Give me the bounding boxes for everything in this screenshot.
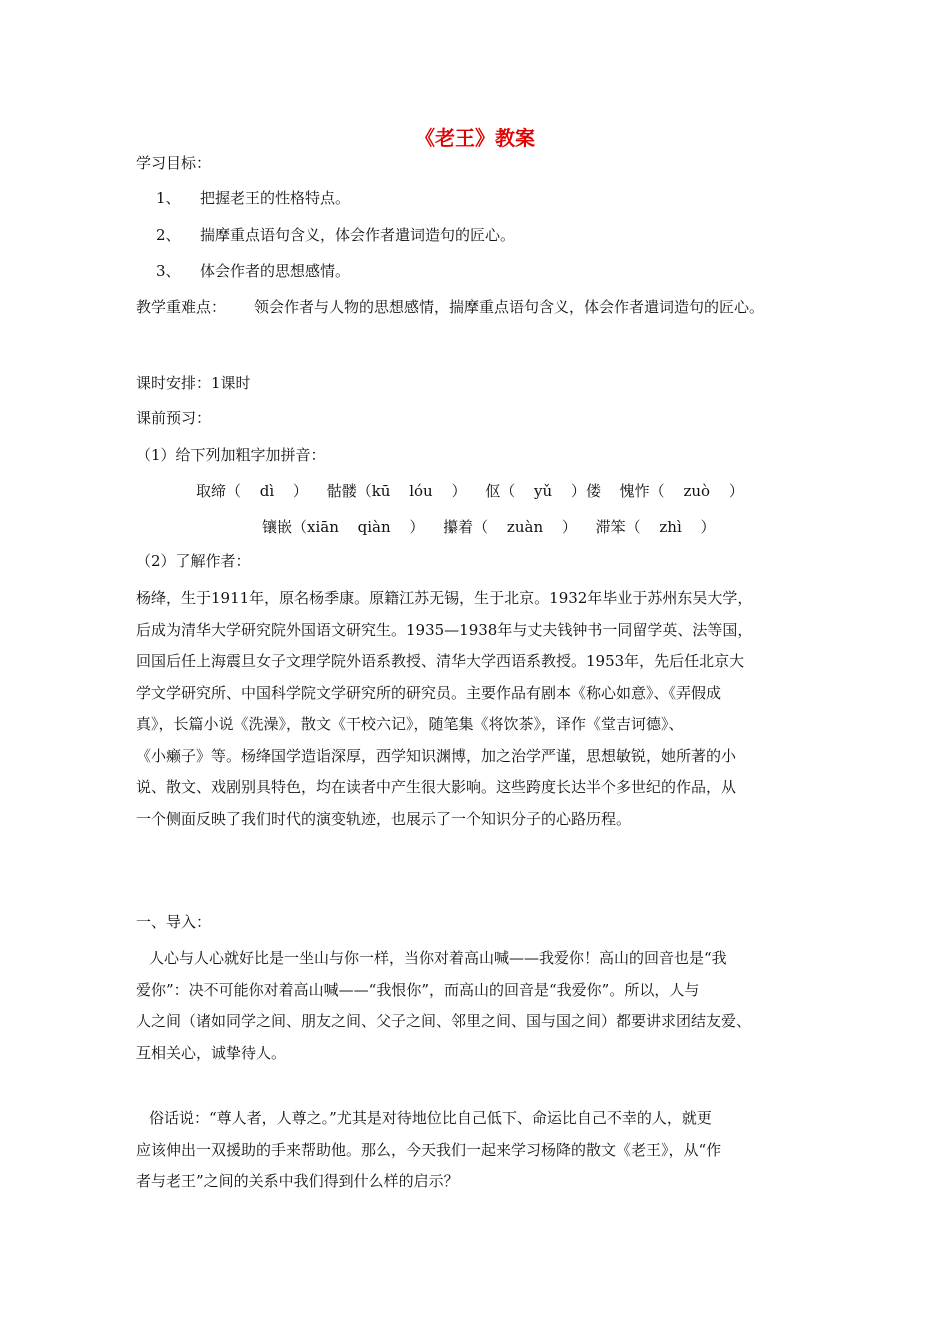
author-line: 回国后任上海震旦女子文理学院外语系教授、清华大学西语系教授。1953年，先后任北京大 bbox=[136, 652, 745, 670]
objective-item-2 bbox=[156, 225, 515, 245]
author-heading: （2）了解作者： bbox=[136, 552, 251, 570]
intro-line: 俗话说：“尊人者，人尊之。”尤其是对待地位比自己低下、命运比自己不幸的人，就更 bbox=[149, 1109, 712, 1127]
author-line: 说、散文、戏剧别具特色，均在读者中产生很大影响。这些跨度长达半个多世纪的作品，从 bbox=[136, 778, 737, 796]
objectives-heading: 学习目标： bbox=[136, 154, 212, 172]
intro-line: 者与老王”之间的关系中我们得到什么样的启示？ bbox=[136, 1172, 459, 1190]
author-line: 后成为清华大学研究院外国语文研究生。1935—1938年与丈夫钱钟书一同留学英、法等国， bbox=[136, 620, 753, 639]
pinyin-heading: （1）给下列加粗字加拼音： bbox=[136, 446, 326, 464]
intro-heading: 一、导入： bbox=[136, 913, 212, 931]
author-line: 一个侧面反映了我们时代的演变轨迹，也展示了一个知识分子的心路历程。 bbox=[136, 809, 632, 828]
author-bio bbox=[136, 583, 826, 835]
intro-line: 人之间（诸如同学之间、朋友之间、父子之间、邻里之间、国与国之间）都要讲求团结友爱、 bbox=[136, 1012, 752, 1030]
objective-text: 揣摩重点语句含义，体会作者遣词造句的匠心。 bbox=[200, 226, 516, 244]
difficulty-text: 领会作者与人物的思想感情，揣摩重点语句含义，体会作者遣词造句的匠心。 bbox=[254, 298, 765, 316]
intro-line: 人心与人心就好比是一坐山与你一样，当你对着高山喊——我爱你！高山的回音也是“我 bbox=[149, 949, 727, 967]
schedule-line: 课时安排：1课时 bbox=[136, 374, 251, 392]
objective-text: 把握老王的性格特点。 bbox=[200, 189, 351, 207]
page-title: 《老王》教案 bbox=[415, 126, 535, 150]
objective-number: 2、 bbox=[156, 226, 181, 244]
difficulty-label: 教学重难点： bbox=[136, 298, 227, 316]
author-line: 杨绛，生于1911年，原名杨季康。原籍江苏无锡，生于北京。1932年毕业于苏州东吴大学， bbox=[136, 589, 753, 607]
pinyin-row-1: 取缔（ dì ） 骷髅（kū lóu ） 伛（ yǔ ）偻 愧怍（ zuò ） bbox=[196, 482, 744, 500]
objective-item-1 bbox=[156, 188, 350, 208]
author-line: 真》，长篇小说《洗澡》，散文《干校六记》，随笔集《将饮茶》，译作《堂吉诃德》、 bbox=[136, 715, 684, 733]
author-line: 《小癞子》等。杨绛国学造诣深厚，西学知识渊博，加之治学严谨，思想敏锐，她所著的小 bbox=[136, 746, 737, 765]
difficulty-line bbox=[136, 297, 764, 317]
preview-heading: 课前预习： bbox=[136, 409, 212, 427]
intro-line: 应该伸出一双援助的手来帮助他。那么，今天我们一起来学习杨降的散文《老王》，从“作 bbox=[136, 1140, 722, 1159]
objective-text: 体会作者的思想感情。 bbox=[200, 262, 351, 280]
intro-line: 爱你”：决不可能你对着高山喊——“我恨你”，而高山的回音是“我爱你”。所以，人与 bbox=[136, 980, 700, 999]
intro-paragraph-1 bbox=[136, 943, 826, 1069]
intro-paragraph-2 bbox=[136, 1103, 826, 1198]
author-line: 学文学研究所、中国科学院文学研究所的研究员。主要作品有剧本《称心如意》、《弄假成 bbox=[136, 683, 722, 702]
pinyin-row-2: 镶嵌（xiān qiàn ） 攥着（ zuàn ） 滞笨（ zhì ） bbox=[262, 518, 716, 536]
objective-number: 3、 bbox=[156, 262, 181, 280]
objective-item-3 bbox=[156, 261, 350, 281]
intro-line: 互相关心，诚挚待人。 bbox=[136, 1043, 287, 1062]
objective-number: 1、 bbox=[156, 189, 181, 207]
